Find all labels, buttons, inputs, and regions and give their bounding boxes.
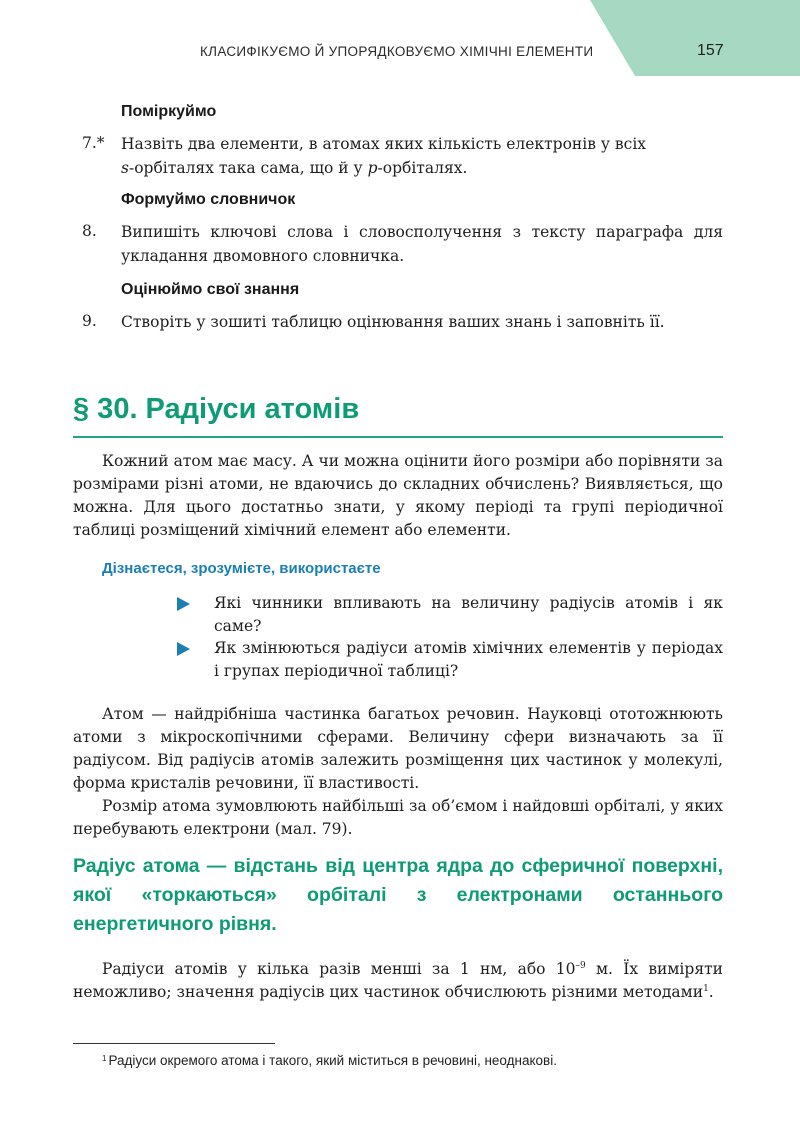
body-paragraph-2: Розмір атома зумовлюють найбільші за об’ємом і найдовші орбіталі, у яких перебувають електрони (мал. 79). (73, 797, 723, 838)
task-9-text: Створіть у зошиті таблицю оцінювання ваших знань і заповніть її. (121, 313, 665, 331)
think-heading: Поміркуймо (121, 103, 217, 120)
footnote (102, 1053, 557, 1068)
section-title-rule (73, 436, 723, 438)
radius-text (73, 958, 723, 1004)
radius-text-middle: м. Їх виміряти неможливо; значення радіусів цих частинок обчислюють різними методами (73, 960, 723, 1001)
radius-text-start: Радіуси атомів у кілька разів менші за 1 нм, або 10 (102, 960, 576, 978)
exponent: –9 (575, 960, 586, 971)
s-orbital-letter: s (121, 159, 129, 177)
definition-radius: Радіус атома — відстань від центра ядра до сферичної поверхні, якої «торкаються» орбіталі з електронами останнього енергетичного рівня. (73, 855, 723, 935)
assess-heading: Оцінюймо свої знання (121, 281, 300, 298)
task-7-text (121, 132, 723, 180)
page-number: 157 (697, 42, 724, 59)
radius-paragraph (73, 958, 723, 1004)
task-7-line2-end: -орбіталях. (377, 159, 468, 177)
task-7-line2-part: -орбіталях така сама, що й у (128, 159, 368, 177)
task-8-text: Випишіть ключові слова і словосполучення з тексту параграфа для укладання двомовного словничка. (121, 223, 723, 265)
running-header-title: КЛАСИФІКУЄМО Й УПОРЯДКОВУЄМО ХІМІЧНІ ЕЛЕМЕНТИ (200, 44, 594, 59)
footnote-ref: 1 (703, 983, 709, 994)
body-paragraphs (73, 703, 723, 841)
task-7-number: 7.* (82, 134, 105, 152)
header-accent-tab (590, 0, 800, 76)
p-orbital-letter: p (367, 159, 378, 177)
task-9-number: 9. (82, 312, 97, 330)
bullet-arrow-icon (177, 597, 190, 611)
radius-text-end: . (708, 983, 714, 1001)
glossary-heading: Формуймо словничок (121, 191, 296, 208)
footnote-marker: 1 (102, 1054, 107, 1063)
section-title: § 30. Радіуси атомів (73, 393, 360, 425)
learn-heading: Дізнаєтеся, зрозумієте, використаєте (102, 560, 381, 577)
body-paragraph-1: Атом — найдрібніша частинка багатьох речовин. Науковці ототожнюють атоми з мікроскопічними сферами. Величину сфери визначають за її радіусом. Від радіусів атомів залежить розміщення цих частинок у молекулі, форма кристалів речовини, її властивості. (73, 705, 723, 792)
intro-text: Кожний атом має масу. А чи можна оцінити його розміри або порівняти за розмірами різні атоми, не вдаючись до складних обчислень? Виявляється, що можна. Для цього достатньо знати, у якому періоді та групі періодичної таблиці розміщений хімічний елемент або елементи. (73, 452, 723, 539)
task-8-number: 8. (82, 222, 97, 240)
bullet-text: Як змінюються радіуси атомів хімічних елементів у періодах і групах періодичної таблиці? (214, 639, 723, 680)
footnote-rule (73, 1043, 275, 1044)
intro-paragraph (73, 450, 723, 542)
task-7-line1: Назвіть два елементи, в атомах яких кількість електронів у всіх (121, 135, 647, 153)
footnote-text: Радіуси окремого атома і такого, який міститься в речовині, неоднакові. (108, 1053, 557, 1068)
bullet-arrow-icon (177, 642, 190, 656)
bullet-text: Які чинники впливають на величину радіусів атомів і як саме? (214, 594, 723, 635)
